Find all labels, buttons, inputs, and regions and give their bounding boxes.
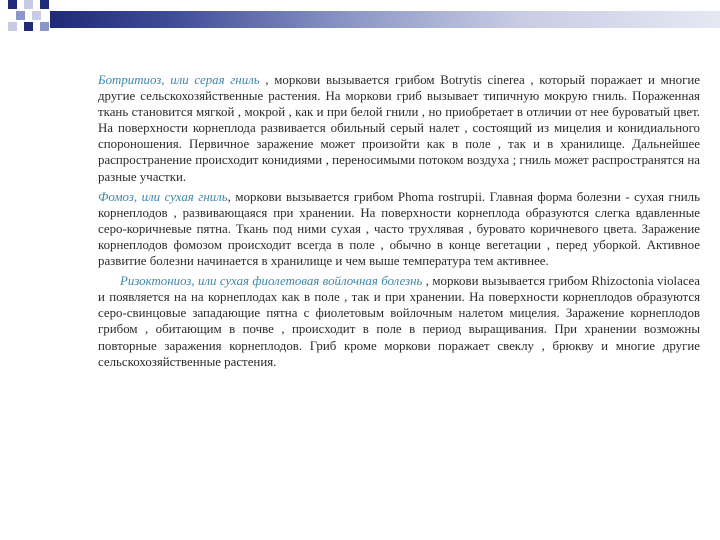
decor-square bbox=[32, 11, 41, 20]
paragraph-botrytis-text: , моркови вызывается грибом Botrytis cinerea , который поражает и многие другие сельскохозяйственные растения. На моркови гриб вызывает типичную мокрую гниль. Пораженная ткань становится мягкой , мокрой , как и при белой гнили , но приобретает в отличии от нее буроватый цвет. На поверхности корнеплода развивается обильный серый налет , состоящий из мицелия и конидиального спороношения. Первичное заражение может произойти как в поле , так и в хранилище. Дальнейшее распространение происходит конидиями , переносимыми потоком воздуха ; гниль может распространятся на разные участки. bbox=[98, 73, 700, 184]
decor-square bbox=[40, 22, 49, 31]
decor-square bbox=[16, 11, 25, 20]
decor-square bbox=[24, 0, 33, 9]
term-rhizoctonia: Ризоктониоз, или сухая фиолетовая войлочная болезнь bbox=[120, 274, 423, 289]
paragraph-phoma-text: , моркови вызывается грибом Phoma rostrupii. Главная форма болезни - сухая гниль корнеплодов , развивающаяся при хранении. На поверхности корнеплода образуются слегка вдавленные серо-коричневые пятна. Ткань под ними сухая , часто трухлявая , буровато коричневого цвета. Заражение корнеплодов фомозом происходит всегда в поле , обычно в конце вегетации , перед уборкой. Активное развитие болезни начинается в хранилище и чем выше температура тем активнее. bbox=[98, 189, 700, 269]
paragraph-rhizoctonia-text: , моркови вызывается грибом Rhizoctonia violacea и появляется на на корнеплодах как в поле , так и при хранении. На поверхности корнеплодов образуются серо-свинцовые западающие пятна с фиолетовым войлочным налетом мицелия. Заражение корнеплодов грибом , обитающим в почве , происходит в поле в период выращивания. При хранении возможны повторные заражения корнеплодов. Гриб кроме моркови поражает свеклу , брюкву и многие другие сельскохозяйственные растения. bbox=[98, 274, 700, 369]
slide-body bbox=[98, 72, 700, 370]
decor-square bbox=[8, 22, 17, 31]
decor-square bbox=[24, 22, 33, 31]
term-botrytis: Ботритиоз, или серая гниль bbox=[98, 73, 260, 87]
slide-header-decoration bbox=[0, 0, 720, 40]
term-phoma: Фомоз, или сухая гниль bbox=[98, 189, 228, 204]
decor-square bbox=[8, 0, 17, 9]
paragraph-botrytis bbox=[98, 72, 700, 185]
decor-square bbox=[40, 0, 49, 9]
paragraph-rhizoctonia bbox=[98, 273, 700, 370]
header-gradient-bar bbox=[50, 11, 720, 28]
paragraph-phoma bbox=[98, 189, 700, 269]
